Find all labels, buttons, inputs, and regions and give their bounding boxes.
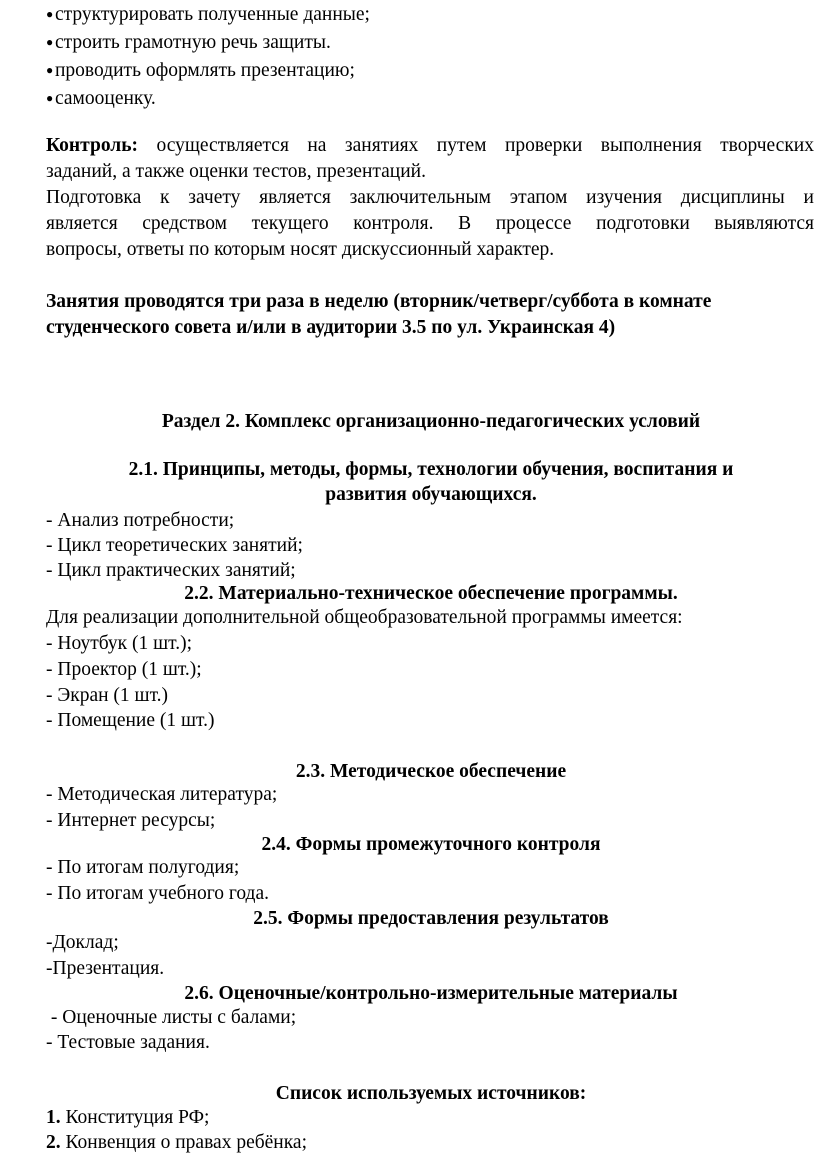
list-item: - Тестовые задания. bbox=[46, 1032, 210, 1053]
subsection-title: 2.4. Формы промежуточного контроля bbox=[261, 834, 601, 855]
list-item: - По итогам учебного года. bbox=[46, 883, 270, 904]
control-paragraph-line: Подготовка к зачету является заключительным этапом изучения дисциплины и bbox=[46, 187, 814, 208]
bullet-icon: ● bbox=[46, 63, 54, 77]
list-item: - Оценочные листы с балами; bbox=[46, 1007, 297, 1028]
list-item: - Помещение (1 шт.) bbox=[46, 710, 215, 731]
list-item: - Анализ потребности; bbox=[46, 510, 235, 531]
list-item: - По итогам полугодия; bbox=[46, 857, 240, 878]
bullet-item: ●самооценку. bbox=[46, 88, 156, 109]
list-item: - Цикл теоретических занятий; bbox=[46, 535, 303, 556]
subsection-title: 2.1. Принципы, методы, формы, технологии обучения, воспитания и bbox=[128, 459, 734, 480]
section-title: Раздел 2. Комплекс организационно-педагогических условий bbox=[161, 411, 701, 432]
bullet-item: ●структурировать полученные данные; bbox=[46, 4, 370, 25]
list-item: -Доклад; bbox=[46, 932, 119, 953]
subsection-title: 2.5. Формы предоставления результатов bbox=[253, 908, 609, 929]
control-paragraph-line: заданий, а также оценки тестов, презентаций. bbox=[46, 161, 426, 182]
paragraph: Для реализации дополнительной общеобразовательной программы имеется: bbox=[46, 607, 683, 628]
schedule-line: студенческого совета и/или в аудитории 3.5 по ул. Украинская 4) bbox=[46, 317, 616, 338]
bullet-icon: ● bbox=[46, 7, 54, 21]
source-item: 1. Конституция РФ; bbox=[46, 1107, 210, 1128]
bullet-icon: ● bbox=[46, 35, 54, 49]
list-item: - Интернет ресурсы; bbox=[46, 810, 216, 831]
source-item: 2. Конвенция о правах ребёнка; bbox=[46, 1132, 307, 1153]
schedule-line: Занятия проводятся три раза в неделю (вторник/четверг/суббота в комнате bbox=[46, 291, 712, 312]
list-item: - Проектор (1 шт.); bbox=[46, 659, 202, 680]
list-item: - Методическая литература; bbox=[46, 784, 278, 805]
bullet-item: ●строить грамотную речь защиты. bbox=[46, 32, 331, 53]
sources-title: Список используемых источников: bbox=[275, 1083, 587, 1104]
control-paragraph-line: является средством текущего контроля. В процессе подготовки выявляются bbox=[46, 213, 814, 234]
bullet-item: ●проводить оформлять презентацию; bbox=[46, 60, 355, 81]
list-item: - Ноутбук (1 шт.); bbox=[46, 633, 192, 654]
subsection-title: 2.2. Материально-техническое обеспечение программы. bbox=[184, 583, 678, 604]
list-item: - Цикл практических занятий; bbox=[46, 560, 296, 581]
subsection-title: 2.6. Оценочные/контрольно-измерительные материалы bbox=[184, 983, 678, 1004]
list-item: -Презентация. bbox=[46, 958, 165, 979]
control-paragraph-line: Контроль: осуществляется на занятиях путем проверки выполнения творческих bbox=[46, 135, 814, 156]
control-paragraph-line: вопросы, ответы по которым носят дискуссионный характер. bbox=[46, 239, 555, 260]
bullet-icon: ● bbox=[46, 91, 54, 105]
control-label: Контроль: bbox=[46, 135, 139, 156]
subsection-title: 2.3. Методическое обеспечение bbox=[295, 761, 567, 782]
list-item: - Экран (1 шт.) bbox=[46, 685, 168, 706]
subsection-title: развития обучающихся. bbox=[325, 484, 537, 505]
